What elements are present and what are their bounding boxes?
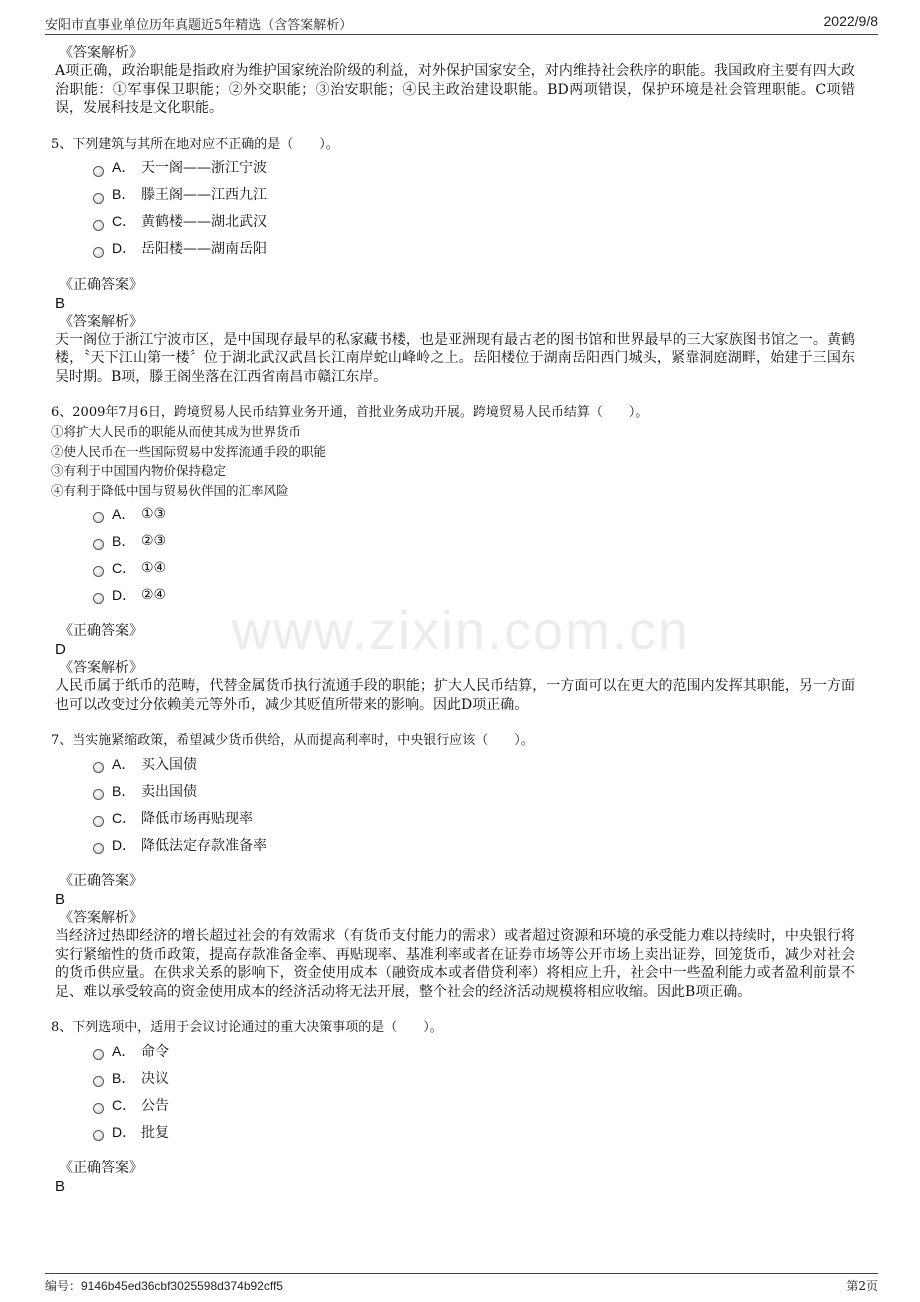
question-5 <box>51 136 855 387</box>
option-letter: C． <box>112 559 137 576</box>
radio-icon[interactable] <box>93 539 104 550</box>
option-a[interactable] <box>93 500 855 527</box>
analysis-text: 天一阁位于浙江宁波市区，是中国现存最早的私家藏书楼，也是亚洲现有最古老的图书馆和世界最早的三大家族图书馆之一。黄鹤楼，〝天下江山第一楼〞位于湖北武汉武昌长江南岸蛇山峰岭之上。岳阳楼位于湖南岳阳西门城头，紧靠洞庭湖畔，始建于三国东吴时期。B项，滕王阁坐落在江西省南昌市赣江东岸。 <box>55 331 855 385</box>
statement: ③有利于中国国内物价保持稳定 <box>51 463 227 478</box>
question-text: 8、下列选项中，适用于会议讨论通过的重大决策事项的是（ ）。 <box>51 1020 443 1035</box>
question-8 <box>51 1019 855 1196</box>
document-date: 2022/9/8 <box>823 13 878 29</box>
option-d[interactable] <box>93 1118 855 1145</box>
option-letter: D． <box>112 240 137 256</box>
correct-answer: B <box>55 1178 66 1195</box>
radio-icon[interactable] <box>93 1049 104 1060</box>
option-text: 降低市场再贴现率 <box>141 810 253 827</box>
radio-icon[interactable] <box>93 166 104 177</box>
page-number: 第2页 <box>846 1279 878 1293</box>
radio-icon[interactable] <box>93 220 104 231</box>
page-footer <box>45 1273 878 1293</box>
radio-icon[interactable] <box>93 789 104 800</box>
option-letter: A． <box>112 755 136 772</box>
page-header <box>45 12 878 35</box>
radio-icon[interactable] <box>93 843 104 854</box>
option-letter: C． <box>112 213 137 229</box>
option-text: 降低法定存款准备率 <box>141 837 267 854</box>
question-text: 5、下列建筑与其所在地对应不正确的是（ ）。 <box>51 136 339 152</box>
radio-icon[interactable] <box>93 566 104 577</box>
correct-answer: D <box>55 641 66 658</box>
option-letter: A． <box>112 159 136 175</box>
option-text: 黄鹤楼——湖北武汉 <box>141 214 267 230</box>
radio-icon[interactable] <box>93 512 104 523</box>
option-letter: A． <box>112 1042 136 1059</box>
option-list <box>93 1037 855 1145</box>
option-b[interactable] <box>93 527 855 554</box>
question-6 <box>51 404 855 714</box>
analysis-label: 《答案解析》 <box>59 660 143 676</box>
document-body <box>51 44 855 1196</box>
correct-answer-label: 《正确答案》 <box>59 623 143 639</box>
option-text: 决议 <box>141 1070 169 1087</box>
option-c[interactable] <box>93 804 855 831</box>
analysis-text: 当经济过热即经济的增长超过社会的有效需求（有货币支付能力的需求）或者超过资源和环境的承受能力难以持续时，中央银行将实行紧缩性的货币政策，提高存款准备金率、再贴现率、基准利率或者在证券市场等公开市场上卖出证券，回笼货币，减少对社会的货币供应量。在供求关系的影响下，资金使用成本（融资成本或者借贷利率）将相应上升，社会中一些盈利能力或者盈利前景不足、难以承受较高的资金使用成本的经济活动将无法开展，整个社会的经济活动规模将相应收缩。因此B项正确。 <box>55 928 855 1000</box>
option-letter: D． <box>112 1123 137 1140</box>
analysis-text: A项正确，政治职能是指政府为维护国家统治阶级的利益，对外保护国家安全，对内维持社会秩序的职能。我国政府主要有四大政治职能：①军事保卫职能；②外交职能；③治安职能；④民主政治建设职能。BD两项错误，保护环境是社会管理职能。C项错误，发展科技是文化职能。 <box>55 63 855 116</box>
option-a[interactable] <box>93 750 855 777</box>
statement: ②使人民币在一些国际贸易中发挥流通手段的职能 <box>51 443 327 459</box>
option-list <box>93 750 855 858</box>
option-b[interactable] <box>93 181 855 208</box>
document-title: 安阳市直事业单位历年真题近5年精选（含答案解析） <box>45 18 353 33</box>
radio-icon[interactable] <box>93 762 104 773</box>
option-text: 滕王阁——江西九江 <box>141 187 267 203</box>
analysis-label: 《答案解析》 <box>59 45 143 61</box>
option-list <box>93 154 855 262</box>
radio-icon[interactable] <box>93 247 104 258</box>
option-c[interactable] <box>93 208 855 235</box>
statement: ①将扩大人民币的职能从而使其成为世界货币 <box>51 424 302 439</box>
option-b[interactable] <box>93 777 855 804</box>
option-text: ①③ <box>141 505 167 522</box>
option-text: ②③ <box>141 532 167 549</box>
option-c[interactable] <box>93 1091 855 1118</box>
option-letter: D． <box>112 586 137 603</box>
option-a[interactable] <box>93 154 855 181</box>
radio-icon[interactable] <box>93 1076 104 1087</box>
radio-icon[interactable] <box>93 193 104 204</box>
option-text: 命令 <box>141 1043 169 1060</box>
option-text: 岳阳楼——湖南岳阳 <box>141 241 267 257</box>
option-d[interactable] <box>93 235 855 262</box>
option-text: 买入国债 <box>141 756 197 773</box>
option-letter: B． <box>112 186 136 202</box>
radio-icon[interactable] <box>93 1103 104 1114</box>
correct-answer: B <box>55 891 66 908</box>
watermark: www.zixin.com.cn <box>232 601 691 661</box>
analysis-label: 《答案解析》 <box>59 910 143 926</box>
option-text: 批复 <box>141 1124 169 1141</box>
option-letter: C． <box>112 1096 137 1113</box>
question-text: 7、当实施紧缩政策，希望减少货币供给，从而提高利率时，中央银行应该（ ）。 <box>51 733 534 748</box>
option-a[interactable] <box>93 1037 855 1064</box>
option-letter: A． <box>112 505 136 522</box>
option-text: ②④ <box>141 586 167 603</box>
option-text: 卖出国债 <box>141 783 197 800</box>
option-letter: B． <box>112 532 136 549</box>
option-d[interactable] <box>93 831 855 858</box>
correct-answer-label: 《正确答案》 <box>59 1160 143 1176</box>
document-code: 编号：9146b45ed36cbf3025598d374b92cff5 <box>45 1279 283 1293</box>
option-letter: C． <box>112 809 137 826</box>
option-letter: B． <box>112 1069 136 1086</box>
option-text: 公告 <box>141 1097 169 1114</box>
correct-answer-label: 《正确答案》 <box>59 276 143 293</box>
analysis-text: 人民币属于纸币的范畴，代替金属货币执行流通手段的职能；扩大人民币结算，一方面可以在更大的范围内发挥其职能，另一方面也可以改变过分依赖美元等外币，减少其贬值所带来的影响。因此D项正确。 <box>55 678 855 713</box>
correct-answer: B <box>55 294 66 312</box>
statement: ④有利于降低中国与贸易伙伴国的汇率风险 <box>51 482 289 498</box>
radio-icon[interactable] <box>93 1130 104 1141</box>
analysis-label: 《答案解析》 <box>59 313 143 330</box>
radio-icon[interactable] <box>93 816 104 827</box>
option-letter: D． <box>112 836 137 853</box>
option-list <box>93 500 855 608</box>
question-text: 6、2009年7月6日，跨境贸易人民币结算业务开通，首批业务成功开展。跨境贸易人民币结算（ ）。 <box>51 405 649 420</box>
correct-answer-label: 《正确答案》 <box>59 873 143 889</box>
option-b[interactable] <box>93 1064 855 1091</box>
option-text: ①④ <box>141 559 167 576</box>
question-7 <box>51 732 855 1001</box>
option-letter: B． <box>112 782 136 799</box>
option-d[interactable] <box>93 581 855 608</box>
option-text: 天一阁——浙江宁波 <box>141 160 267 176</box>
radio-icon[interactable] <box>93 593 104 604</box>
option-c[interactable] <box>93 554 855 581</box>
